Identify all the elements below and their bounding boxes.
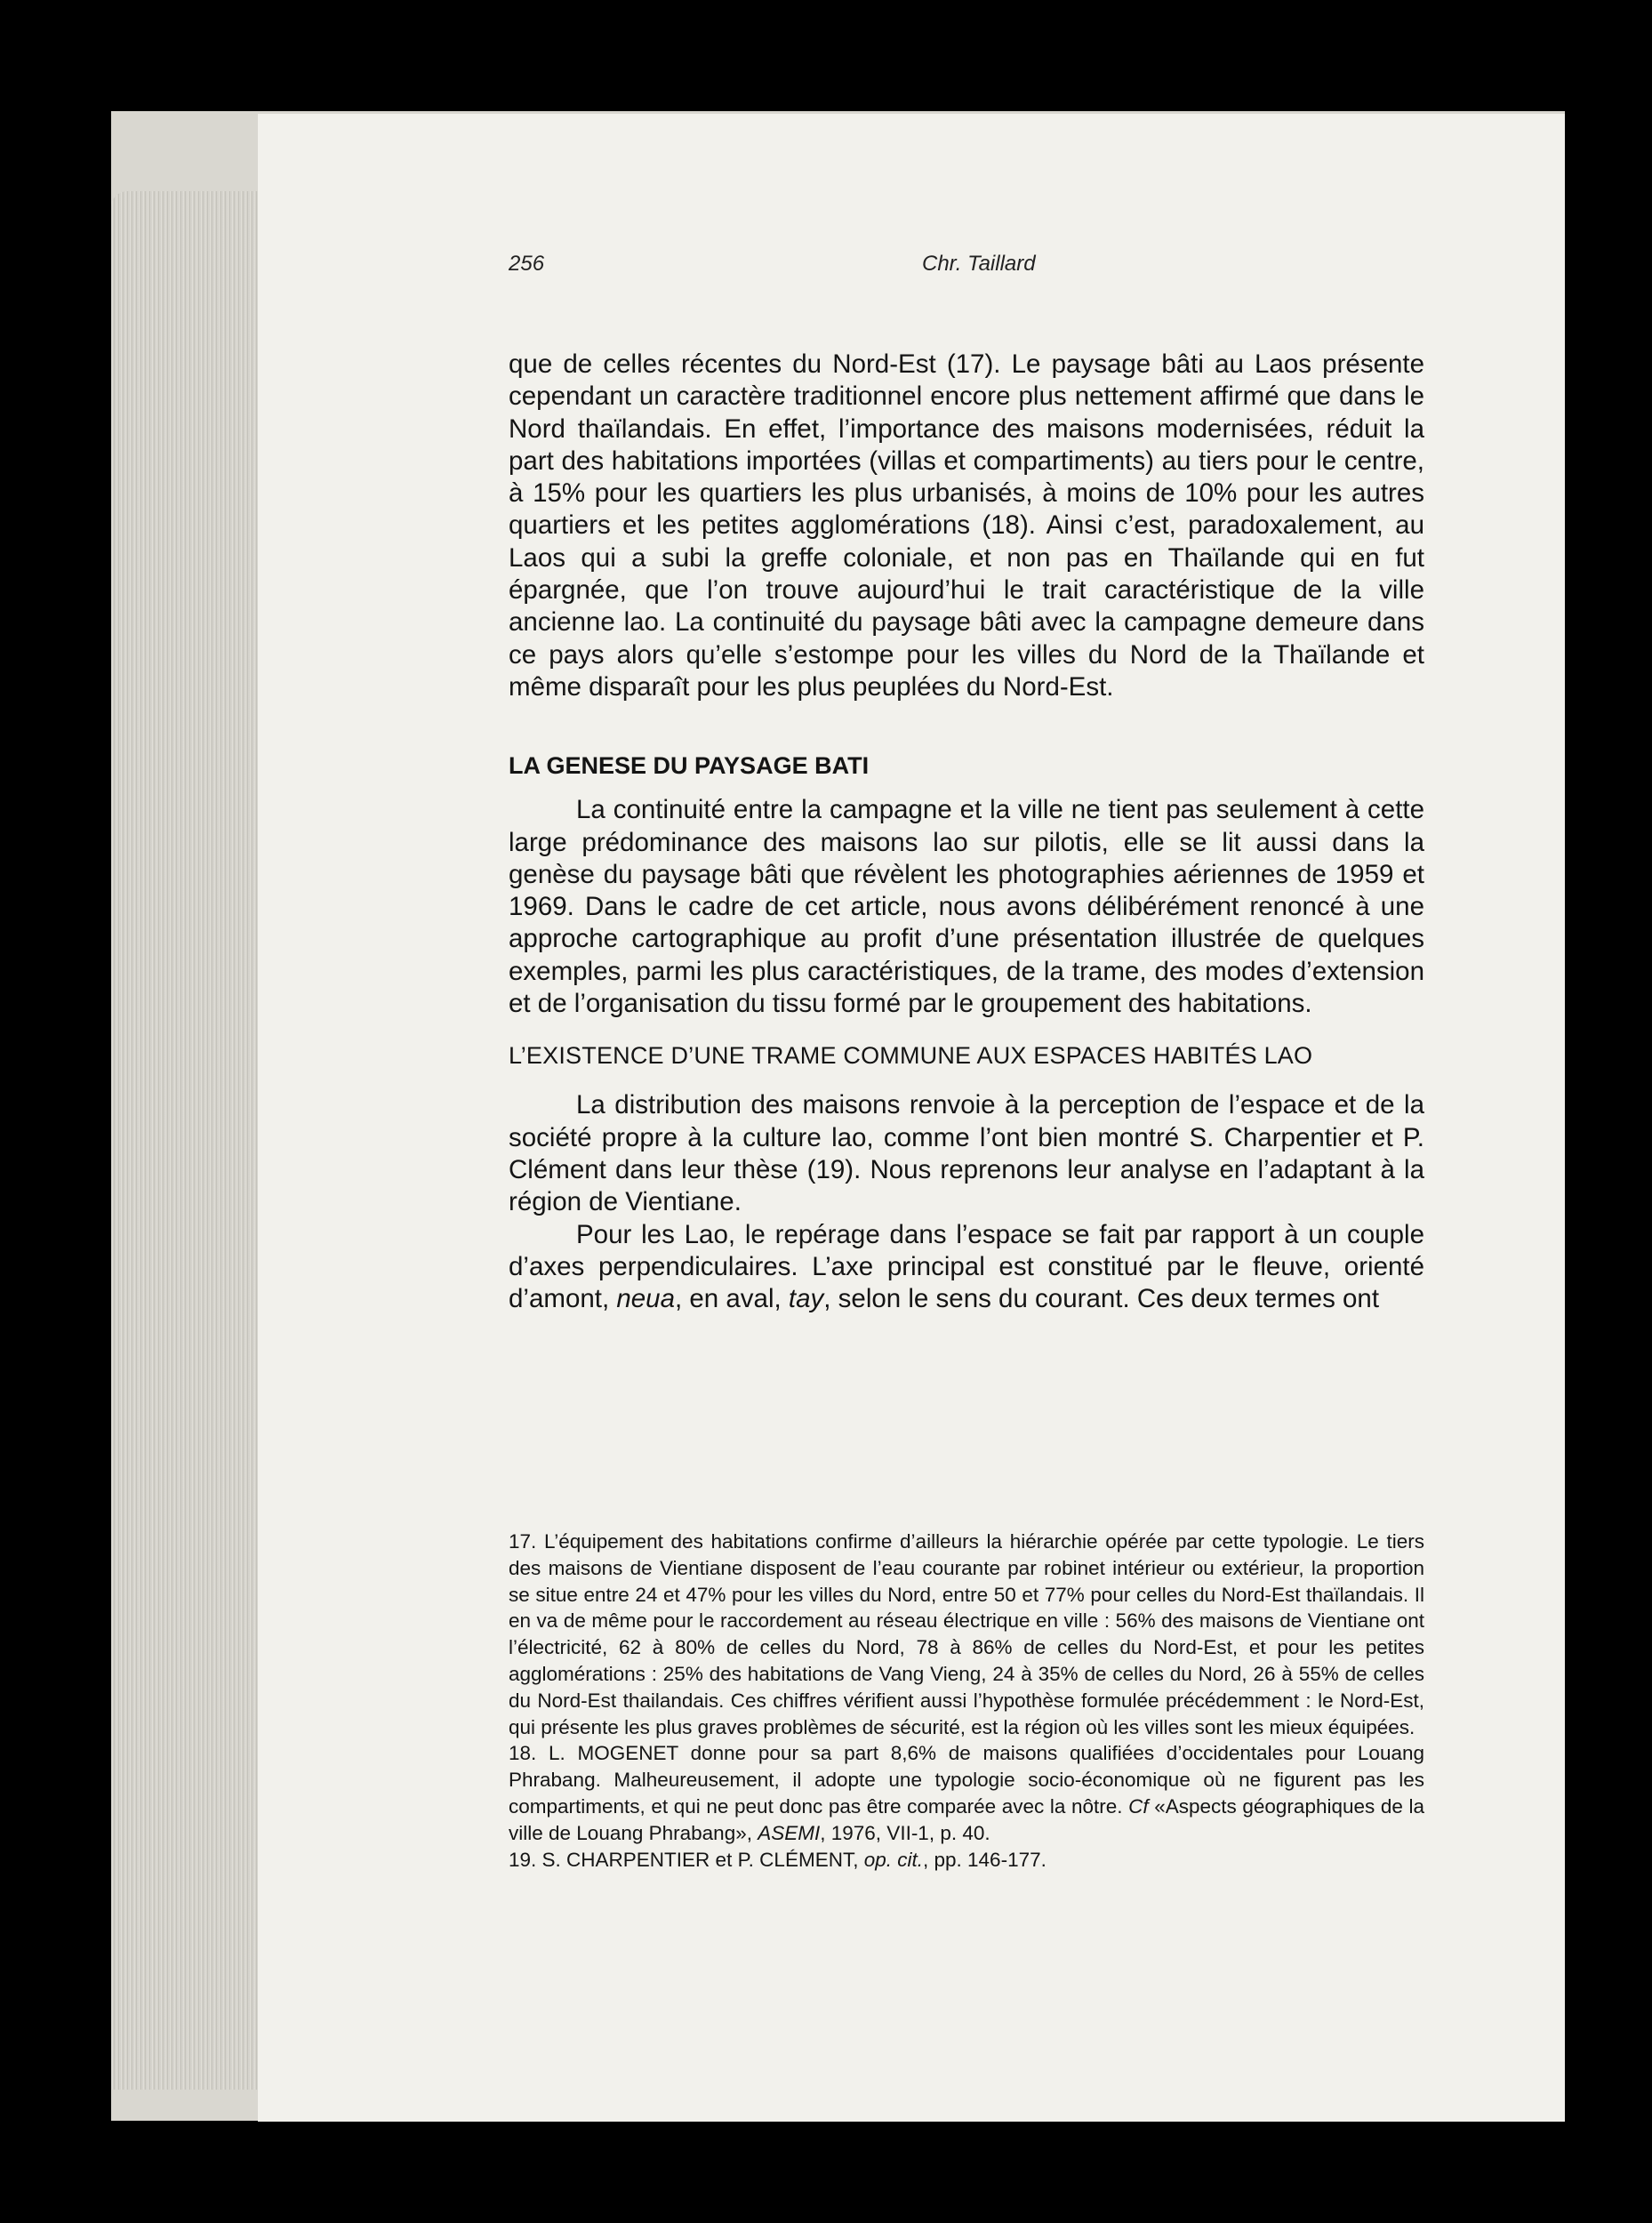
- footnote-18-text-c: , 1976, VII-1, p. 40.: [820, 1821, 990, 1844]
- footnote-19-opcit: op. cit.: [863, 1848, 923, 1871]
- paragraph-3: La distribution des maisons renvoie à la perception de l’espace et de la société propre à la culture lao, comme l’ont bien montré S. Charpentier et P. Clément dans leur thèse (19). Nous reprenons leur analyse en l’adaptant à la région de Vientiane.: [509, 1090, 1424, 1217]
- paragraph-4: [509, 1219, 1424, 1316]
- footnote-18-text-b: «Aspects géographiques de la ville de Louang Phrabang»,: [509, 1794, 1425, 1844]
- paragraph-2: La continuité entre la campagne et la ville ne tient pas seulement à cette large prédominance des maisons lao sur pilotis, elle se lit aussi dans la genèse du paysage bâti que révèlent les photographies aériennes de 1959 et 1969. Dans le cadre de cet article, nous avons délibérément renoncé à une approche cartographique au profit d’une présentation illustrée de quelques exemples, parmi les plus caractéristiques, de la trame, des modes d’extension et de l’organisation du tissu formé par le groupement des habitations.: [509, 795, 1424, 1019]
- page-edges: [111, 191, 276, 2090]
- footnote-18-journal: ASEMI: [758, 1821, 821, 1844]
- running-author: Chr. Taillard: [922, 252, 1036, 276]
- footnotes: [509, 1529, 1424, 1873]
- paragraph-4-text-a: Pour les Lao, le repérage dans l’espace se fait par rapport à un couple d’axes perpendiculaires. L’axe principal est constitué par le fleuve, orienté d’amont,: [509, 1219, 1424, 1314]
- footnote-19-text-a: 19. S. CHARPENTIER et P. CLÉMENT,: [509, 1848, 864, 1871]
- page-number: 256: [509, 252, 545, 276]
- body-text: [509, 349, 1424, 1315]
- term-neua: neua: [616, 1284, 675, 1314]
- subsection-heading: L’EXISTENCE D’UNE TRAME COMMUNE AUX ESPACES HABITÉS LAO: [509, 1042, 1313, 1070]
- paragraph-4-text-c: , selon le sens du courant. Ces deux termes ont: [823, 1284, 1380, 1314]
- paragraph-1: que de celles récentes du Nord-Est (17). Le paysage bâti au Laos présente cependant un caractère traditionnel encore plus nettement affirmé que dans le Nord thaïlandais. En effet, l’importance des maisons modernisées, réduit la part des habitations importées (villas et compartiments) au tiers pour le centre, à 15% pour les quartiers les plus urbanisés, à moins de 10% pour les autres quartiers et les petites agglomérations (18). Ainsi c’est, paradoxalement, au Laos qui a subi la greffe coloniale, et non pas en Thaïlande qui en fut épargnée, que l’on trouve aujourd’hui le trait caractéristique de la ville ancienne lao. La continuité du paysage bâti avec la campagne demeure dans ce pays alors qu’elle s’estompe pour les villes du Nord de la Thaïlande et même disparaît pour les plus peuplées du Nord-Est.: [509, 349, 1424, 702]
- footnote-17: 17. L’équipement des habitations confirme d’ailleurs la hiérarchie opérée par cette typologie. Le tiers des maisons de Vientiane disposent de l’eau courante par robinet intérieur ou extérieur, la proportion se situe entre 24 et 47% pour les villes du Nord, entre 50 et 77% pour celles du Nord-Est thaïlandais. Il en va de même pour le raccordement au réseau électrique en ville : 56% des maisons de Vientiane ont l’électricité, 62 à 80% de celles du Nord, 78 à 86% de celles du Nord-Est, et pour les petites agglomérations : 25% des habitations de Vang Vieng, 24 à 35% de celles du Nord, 26 à 55% de celles du Nord-Est thailandais. Ces chiffres vérifient aussi l’hypothèse formulée précédemment : le Nord-Est, qui présente les plus graves problèmes de sécurité, est la région où les villes sont les mieux équipées.: [509, 1530, 1424, 1738]
- footnote-18: [509, 1740, 1424, 1846]
- running-header: [509, 252, 1424, 284]
- section-heading: LA GENESE DU PAYSAGE BATI: [509, 752, 870, 780]
- footnote-18-text-a: 18. L. MOGENET donne pour sa part 8,6% de maisons qualifiées d’occidentales pour Louang Phrabang. Malheureusement, il adopte une typologie socio-économique où ne figurent pas les compartiments, et qui ne peut donc pas être comparée avec la nôtre.: [509, 1742, 1424, 1818]
- term-tay: tay: [788, 1284, 824, 1314]
- footnote-18-cf: Cf: [1128, 1794, 1149, 1818]
- footnote-19-text-b: , pp. 146-177.: [923, 1848, 1047, 1871]
- paragraph-4-text-b: , en aval,: [674, 1284, 789, 1314]
- footnote-19: [509, 1847, 1424, 1874]
